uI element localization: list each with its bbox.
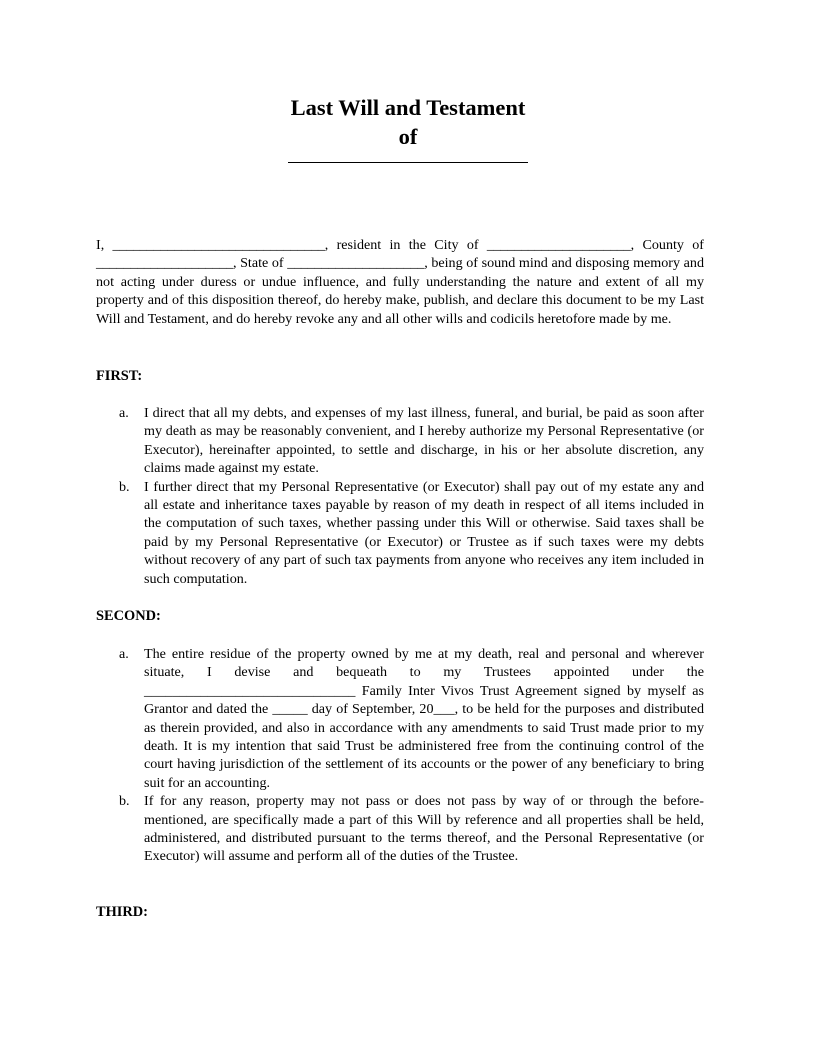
testator-name-blank-line [288, 162, 528, 163]
clause-text: If for any reason, property may not pass or does not pass by way of or through the before-mentioned, are specifically made a part of this Will by reference and all properties shall be held, administered, and distributed pursuant to the terms thereof, and the Personal Representative (or Executor) will assume and perform all of the duties of the Trustee. [144, 793, 704, 865]
section-first-clauses [96, 404, 704, 588]
county-blank: ____________________ [96, 255, 233, 272]
document-title: Last Will and Testament [290, 95, 526, 120]
clause-first-b [96, 478, 704, 588]
intro-rest: , being of sound mind and disposing memory and not acting under duress or undue influence, and fully understanding the nature and extent of all my property and of this disposition thereof, do hereby make, publish, and declare this document to be my Last Will and Testament, and do hereby revoke any and all other wills and codicils heretofore made by me. [96, 255, 705, 327]
section-second-heading: SECOND: [96, 608, 161, 624]
clause-text: The entire residue of the property owned by me at my death, real and personal and wherever situate, I devise and bequeath to my Trustees appointed under the ______________________________ Family Inter Vivos Trust Agreement signed by myself as Grantor and dated the _____ day of September, 20___, to be held for the purposes and distributed as therein provided, and also in accordance with any amendments to said Trust made prior to my death. It is my intention that said Trust be administered free from the continuing control of the court having jurisdiction of the settlement of its accounts or the power of any beneficiary to bring suit for an accounting. [144, 646, 704, 791]
clause-marker: b. [119, 793, 130, 810]
section-third-heading: THIRD: [96, 904, 148, 920]
clause-marker: b. [119, 478, 130, 495]
clause-marker: a. [119, 646, 129, 662]
document-title-of: of [398, 124, 418, 149]
testator-name-blank: _______________________________ [112, 237, 325, 253]
state-blank: ____________________ [287, 255, 425, 272]
clause-second-a [96, 645, 704, 792]
intro-lead: I, [96, 237, 113, 253]
intro-resident: , resident in the City of [324, 237, 487, 253]
intro-state: , State of [232, 255, 288, 272]
clause-text: I direct that all my debts, and expenses of my last illness, funeral, and burial, be paid as soon after my death as may be reasonably convenient, and I hereby authorize my Personal Representative (or Executor), hereinafter appointed, to settle and discharge, in his or her absolute discretion, any claims made against my estate. [144, 405, 704, 477]
intro-county: , County of [630, 237, 704, 253]
clause-marker: a. [119, 405, 129, 421]
clause-first-a [96, 404, 704, 478]
section-first-heading: FIRST: [96, 368, 143, 384]
intro-paragraph [96, 236, 704, 328]
city-blank: _____________________ [486, 237, 631, 253]
document-title-block [0, 93, 816, 163]
clause-second-b [96, 792, 704, 866]
section-second-clauses [96, 645, 704, 866]
clause-text: I further direct that my Personal Representative (or Executor) shall pay out of my estate any and all estate and inheritance taxes payable by reason of my death in respect of all items included in the computation of such taxes, whether passing under this Will or otherwise. Said taxes shall be paid by my Personal Representative (or Executor) or Trustee as if such taxes were my debts without recovery of any part of such tax payments from anyone who receives any item included in such computation. [144, 478, 704, 587]
